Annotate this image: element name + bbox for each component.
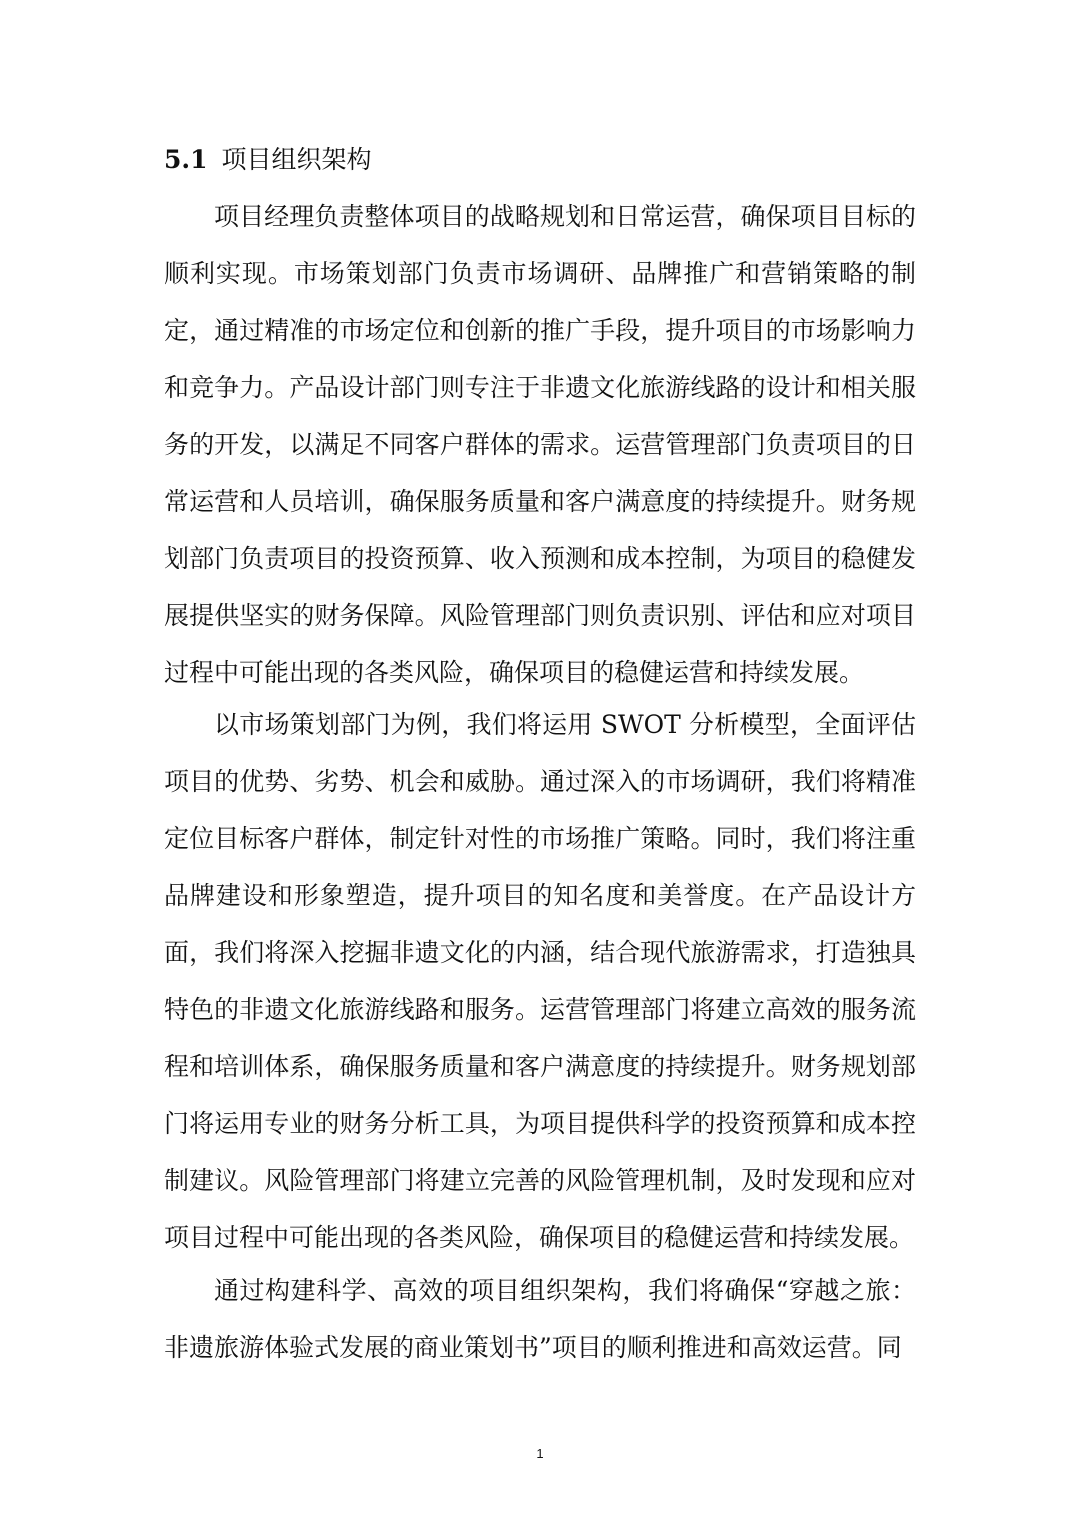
paragraph: 以市场策划部门为例，我们将运用 SWOT 分析模型，全面评估项目的优势、劣势、机会和威胁。通过深入的市场调研，我们将精准定位目标客户群体，制定针对性的市场推广策略。同时，我们将注重品牌建设和形象塑造，提升项目的知名度和美誉度。在产品设计方面，我们将深入挖掘非遗文化的内涵，结合现代旅游需求，打造独具特色的非遗文化旅游线路和服务。运营管理部门将建立高效的服务流程和培训体系，确保服务质量和客户满意度的持续提升。财务规划部门将运用专业的财务分析工具，为项目提供科学的投资预算和成本控制建议。风险管理部门将建立完善的风险管理机制，及时发现和应对项目过程中可能出现的各类风险，确保项目的稳健运营和持续发展。 (164, 710, 916, 1252)
section-number: 5.1 (164, 145, 208, 174)
paragraph: 项目经理负责整体项目的战略规划和日常运营，确保项目目标的顺利实现。市场策划部门负责市场调研、品牌推广和营销策略的制定，通过精准的市场定位和创新的推广手段，提升项目的市场影响力和竞争力。产品设计部门则专注于非遗文化旅游线路的设计和相关服务的开发，以满足不同客户群体的需求。运营管理部门负责项目的日常运营和人员培训，确保服务质量和客户满意度的持续提升。财务规划部门负责项目的投资预算、收入预测和成本控制，为项目的稳健发展提供坚实的财务保障。风险管理部门则负责识别、评估和应对项目过程中可能出现的各类风险，确保项目的稳健运营和持续发展。 (164, 202, 916, 687)
paragraph: 通过构建科学、高效的项目组织架构，我们将确保“穿越之旅：非遗旅游体验式发展的商业策划书”项目的顺利推进和高效运营。同 (164, 1276, 916, 1362)
paragraph-block-2 (164, 696, 916, 1266)
paragraph-block-3 (164, 1262, 916, 1376)
section-title: 项目组织架构 (221, 145, 372, 174)
page-number: 1 (536, 1446, 544, 1461)
section-heading (164, 138, 372, 182)
paragraph-block-1 (164, 188, 916, 701)
